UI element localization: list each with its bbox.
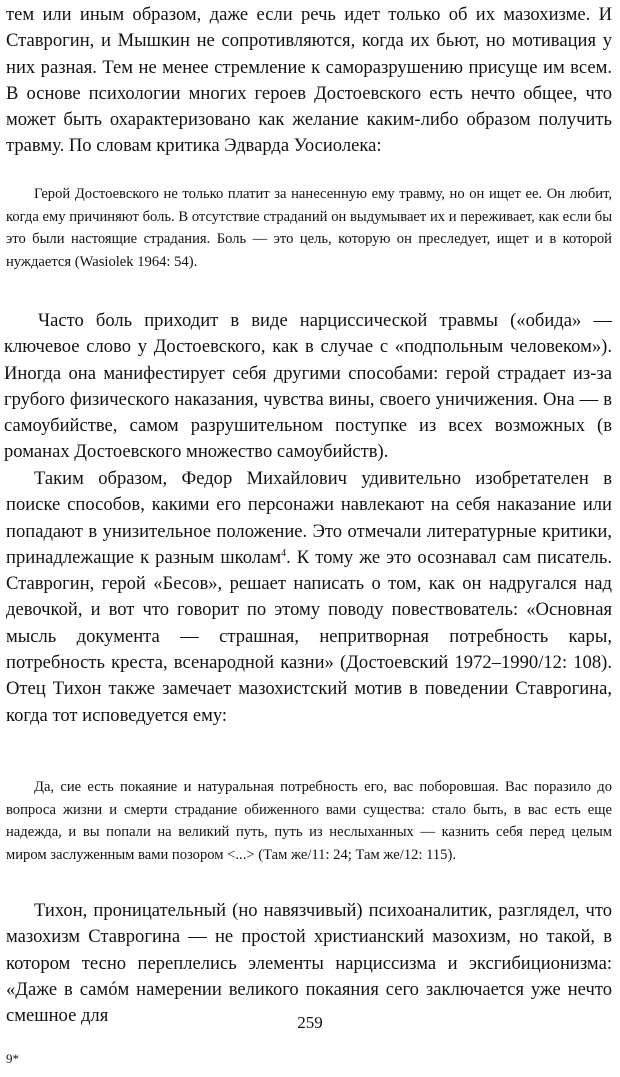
paragraph-4: Тихон, проницательный (но навязчивый) психоаналитик, разглядел, что мазохизм Ставрогина — не простой христианский мазохизм, но такой, в котором тесно переплелись элементы нарциссизма и эксгибиционизма: «Даже в самóм намерении великого покаяния сего заключается уже нечто смешное для: [6, 900, 612, 1027]
printer-signature: 9*: [6, 1051, 19, 1066]
paragraph-1: тем или иным образом, даже если речь идет только об их мазохизме. И Ставрогин, и Мышкин не сопротивляются, когда их бьют, но мотивация у них разная. Тем не менее стремление к саморазрушению присуще им всем. В основе психологии многих героев Достоевского есть нечто общее, что может быть охарактеризовано как желание каким-либо образом получить травму. По словам критика Эдварда Уосиолека:: [6, 4, 612, 157]
footnote-marker: 4: [281, 547, 287, 559]
paragraph-3-text-end: . К тому же это осознавал сам писатель. Ставрогин, герой «Бесов», решает написать о том, как он надругался над девочкой, и вот что говорит по этому поводу повествователь: «Основная мысль документа — страшная, непритворная потребность кары, потребность креста, всенародной казни» (Достоевский 1972–1990/12: 108). Отец Тихон также замечает мазохистский мотив в поведении Ставрогина, когда тот исповедуется ему:: [6, 546, 612, 726]
block-quote-wasiolek: Герой Достоевского не только платит за нанесенную ему травму, но он ищет ее. Он любит, когда ему причиняют боль. В отсутствие страданий он выдумывает их и переживает, как если бы это были настоящие страдания. Боль — это цель, которую он преследует, ищет и в которой нуждается (Wasiolek 1964: 54).: [6, 186, 612, 270]
block-quote-tikhon: Да, сие есть покаяние и натуральная потребность его, вас поборовшая. Вас поразило до вопроса жизни и смерти страдание обиженного вами существа: стало быть, в вас есть еще надежда, и вы попали на великий путь, путь из неслыханных — казнить себя перед целым миром заслуженным вами позором <...> (Там же/11: 24; Там же/12: 115).: [6, 779, 612, 863]
page-number: 259: [297, 1013, 323, 1032]
paragraph-3-text-start: Таким образом, Федор Михайлович удивительно изобретателен в поиске способов, какими его персонажи навлекают на себя наказание или попадают в унизительное положение. Это отмечали литературные критики, принадлежащие к разным школам: [6, 468, 612, 568]
paragraph-2: Часто боль приходит в виде нарциссической травмы («обида» — ключевое слово у Достоевского, как в случае с «подпольным человеком»). Иногда она манифестирует себя другими способами: герой страдает из-за грубого физического наказания, чувства вины, своего уничижения. Она — в самоубийстве, самом разрушительном поступке из всех возможных (в романах Достоевского множество самоубийств).: [4, 310, 612, 463]
paragraph-3: [6, 466, 612, 729]
